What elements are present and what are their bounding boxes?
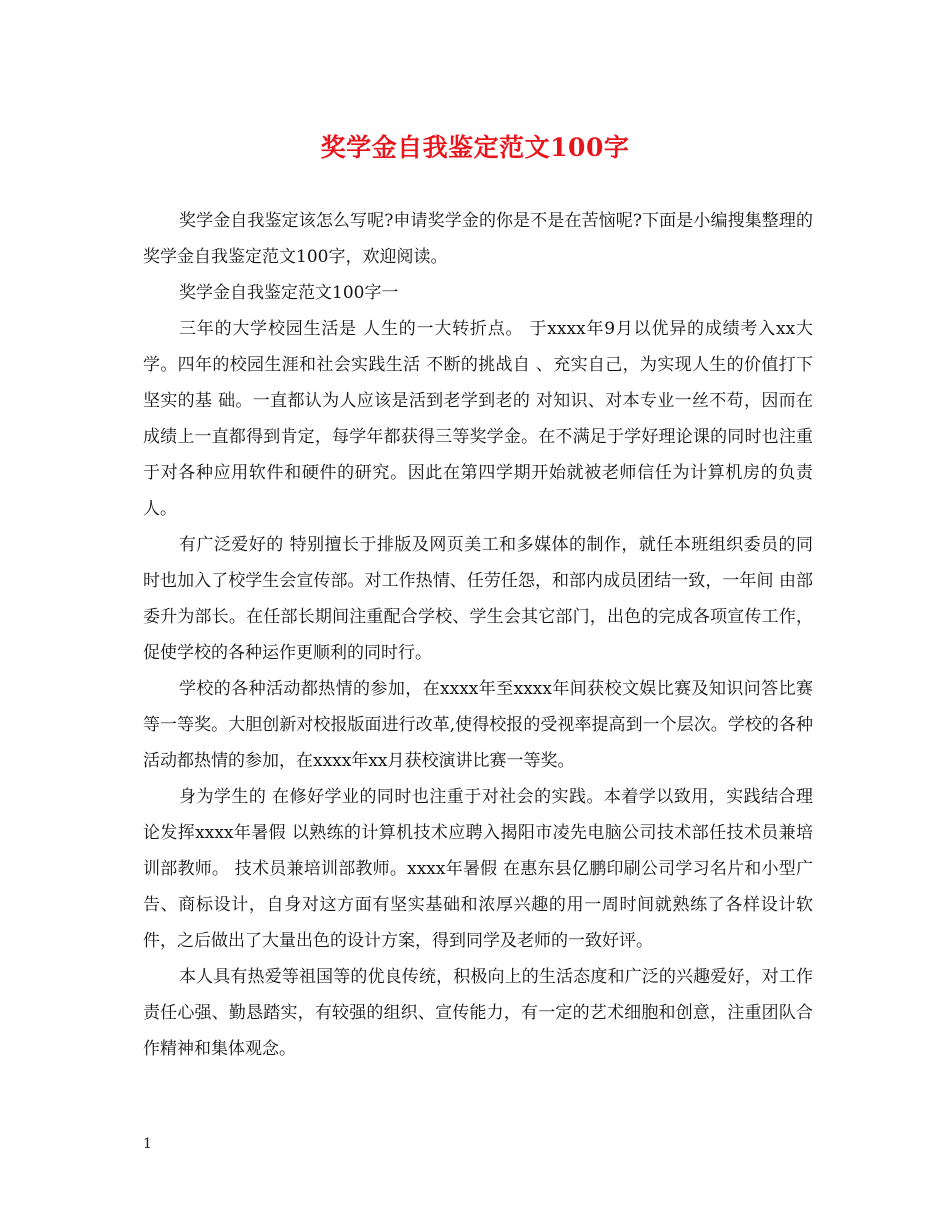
page-number: 1 [143,1136,152,1152]
paragraph-intro: 奖学金自我鉴定该怎么写呢?申请奖学金的你是不是在苦恼呢?下面是小编搜集整理的奖学金自我鉴定范文100字，欢迎阅读。 [143,211,813,267]
paragraph-social-practice: 身为学生的 在修好学业的同时也注重于对社会的实践。本着学以致用，实践结合理论发挥xxxx年暑假 以熟练的计算机技术应聘入揭阳市凌先电脑公司技术部任技术员兼培训部教师。 技术员兼培训部教师。xxxx年暑假 在惠东县亿鹏印刷公司学习名片和小型广告、商标设计，自身对这方面有坚实基础和浓厚兴趣的用一周时间就熟练了各样设计软件，之后做出了大量出色的设计方案，得到同学及老师的一致好评。 [143,787,813,951]
paragraph-summary: 本人具有热爱等祖国等的优良传统，积极向上的生活态度和广泛的兴趣爱好，对工作责任心强、勤恳踏实，有较强的组织、宣传能力，有一定的艺术细胞和创意，注重团队合作精神和集体观念。 [143,967,813,1059]
section-heading: 奖学金自我鉴定范文100字一 [179,283,399,303]
paragraph-university-life: 三年的大学校园生活是 人生的一大转折点。 于xxxx年9月以优异的成绩考入xx大学。四年的校园生涯和社会实践生活 不断的挑战自 、充实自己，为实现人生的价值打下坚实的基 础。一直都认为人应该是活到老学到老的 对知识、对本专业一丝不苟，因而在成绩上一直都得到肯定，每学年都获得三等奖学金。在不满足于学好理论课的同时也注重于对各种应用软件和硬件的研究。因此在第四学期开始就被老师信任为计算机房的负责人。 [143,319,813,519]
document-body [143,203,813,1067]
paragraph-hobbies: 有广泛爱好的 特别擅长于排版及网页美工和多媒体的制作，就任本班组织委员的同时也加入了校学生会宣传部。对工作热情、任劳任怨，和部内成员团结一致，一年间 由部委升为部长。在任部长期间注重配合学校、学生会其它部门，出色的完成各项宣传工作，促使学校的各种运作更顺利的同时行。 [143,535,813,663]
paragraph-activities: 学校的各种活动都热情的参加，在xxxx年至xxxx年间获校文娱比赛及知识问答比赛等一等奖。大胆创新对校报版面进行改革,使得校报的受视率提高到一个层次。学校的各种活动都热情的参加，在xxxx年xx月获校演讲比赛一等奖。 [143,679,813,771]
document-title: 奖学金自我鉴定范文100字 [320,133,630,162]
